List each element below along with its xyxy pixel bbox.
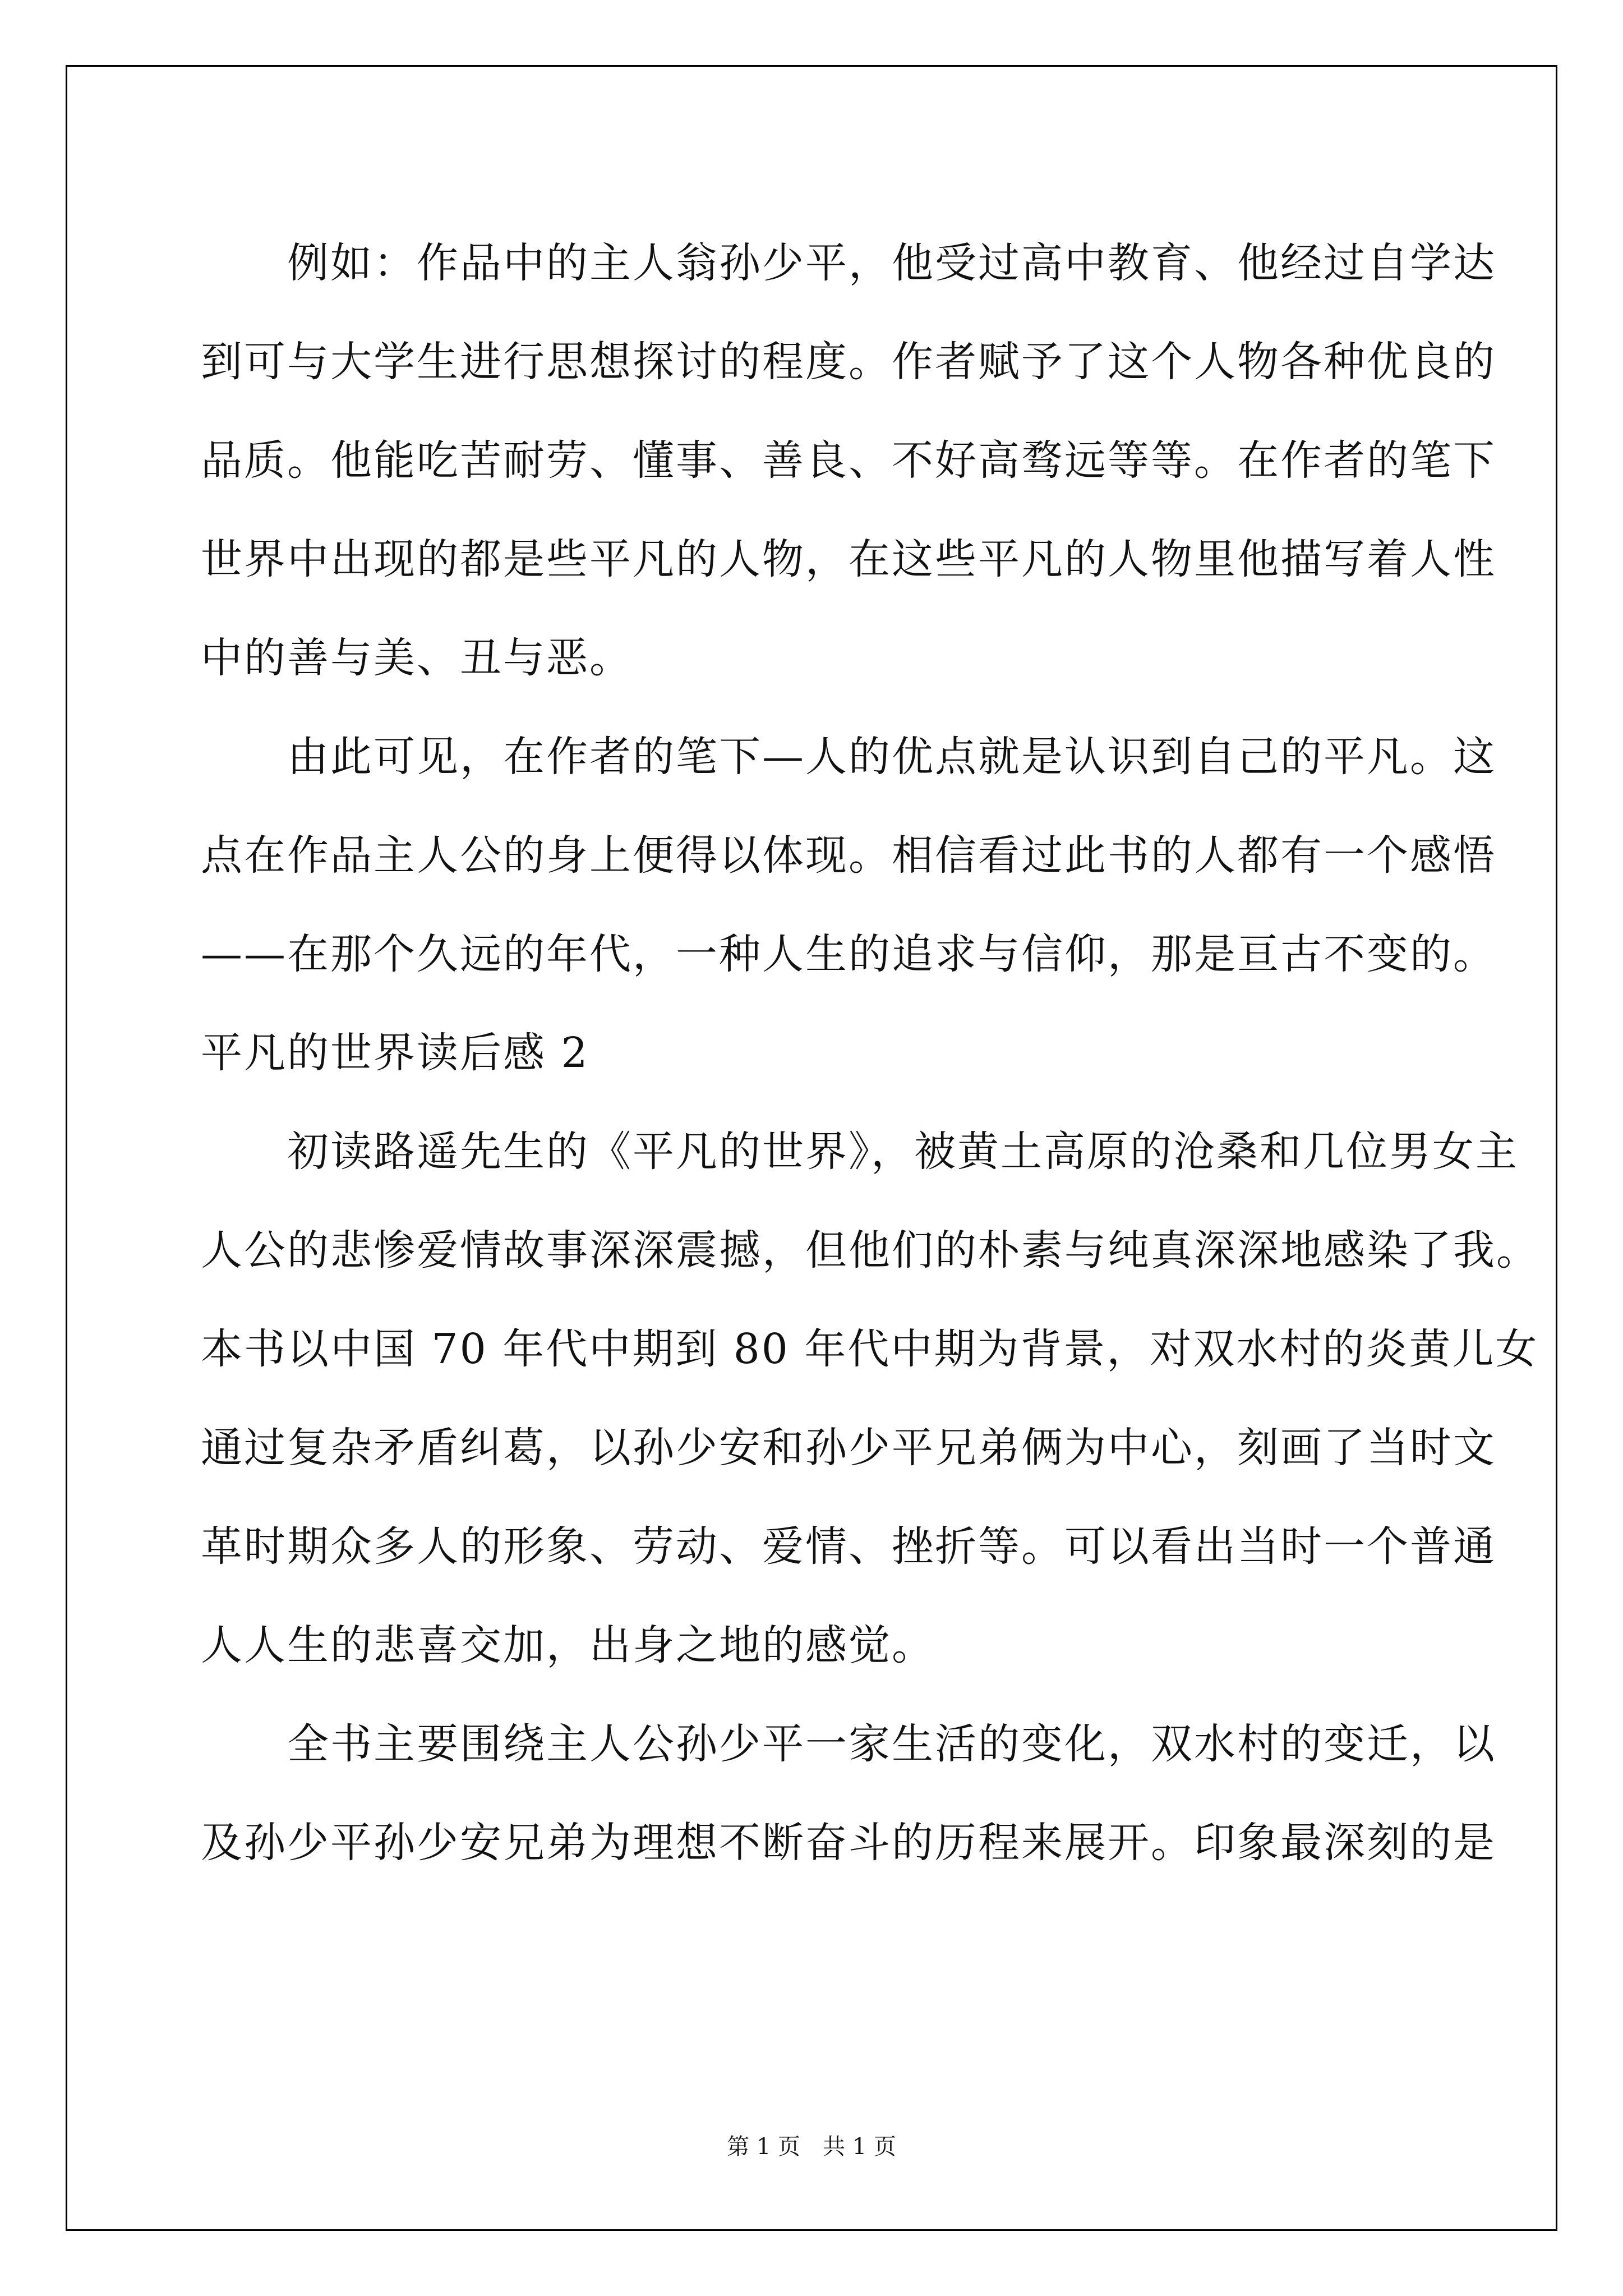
document-body: [201, 214, 1539, 1892]
text-line: 品质。他能吃苦耐劳、懂事、善良、不好高骛远等等。在作者的笔下: [201, 436, 1496, 485]
section-heading: 平凡的世界读后感 2: [201, 1029, 589, 1077]
text-line: ——在那个久远的年代，一种人生的追求与信仰，那是亘古不变的。: [201, 930, 1496, 978]
page-footer: 第 1 页 共 1 页: [727, 2134, 896, 2160]
text-line: 全书主要围绕主人公孙少平一家生活的变化，双水村的变迁，以: [201, 1720, 1496, 1768]
text-line: 革时期众多人的形象、劳动、爱情、挫折等。可以看出当时一个普通: [201, 1522, 1496, 1571]
text-line: 由此可见，在作者的笔下—人的优点就是认识到自己的平凡。这: [201, 733, 1496, 781]
text-line: 本书以中国 70 年代中期到 80 年代中期为背景，对双水村的炎黄儿女: [201, 1325, 1539, 1373]
text-line: 中的善与美、丑与恶。: [201, 634, 633, 682]
text-line: 初读路遥先生的《平凡的世界》，被黄土高原的沧桑和几位男女主: [201, 1128, 1519, 1176]
text-line: 点在作品主人公的身上便得以体现。相信看过此书的人都有一个感悟: [201, 831, 1496, 880]
text-line: 人公的悲惨爱情故事深深震撼，但他们的朴素与纯真深深地感染了我。: [201, 1226, 1539, 1274]
text-line: 例如：作品中的主人翁孙少平，他受过高中教育、他经过自学达: [201, 239, 1496, 287]
text-line: 及孙少平孙少安兄弟为理想不断奋斗的历程来展开。印象最深刻的是: [201, 1819, 1496, 1867]
text-line: 世界中出现的都是些平凡的人物，在这些平凡的人物里他描写着人性: [201, 535, 1496, 583]
text-line: 到可与大学生进行思想探讨的程度。作者赋予了这个人物各种优良的: [201, 338, 1496, 386]
text-line: 人人生的悲喜交加，出身之地的感觉。: [201, 1621, 935, 1669]
text-line: 通过复杂矛盾纠葛，以孙少安和孙少平兄弟俩为中心，刻画了当时文: [201, 1424, 1496, 1472]
